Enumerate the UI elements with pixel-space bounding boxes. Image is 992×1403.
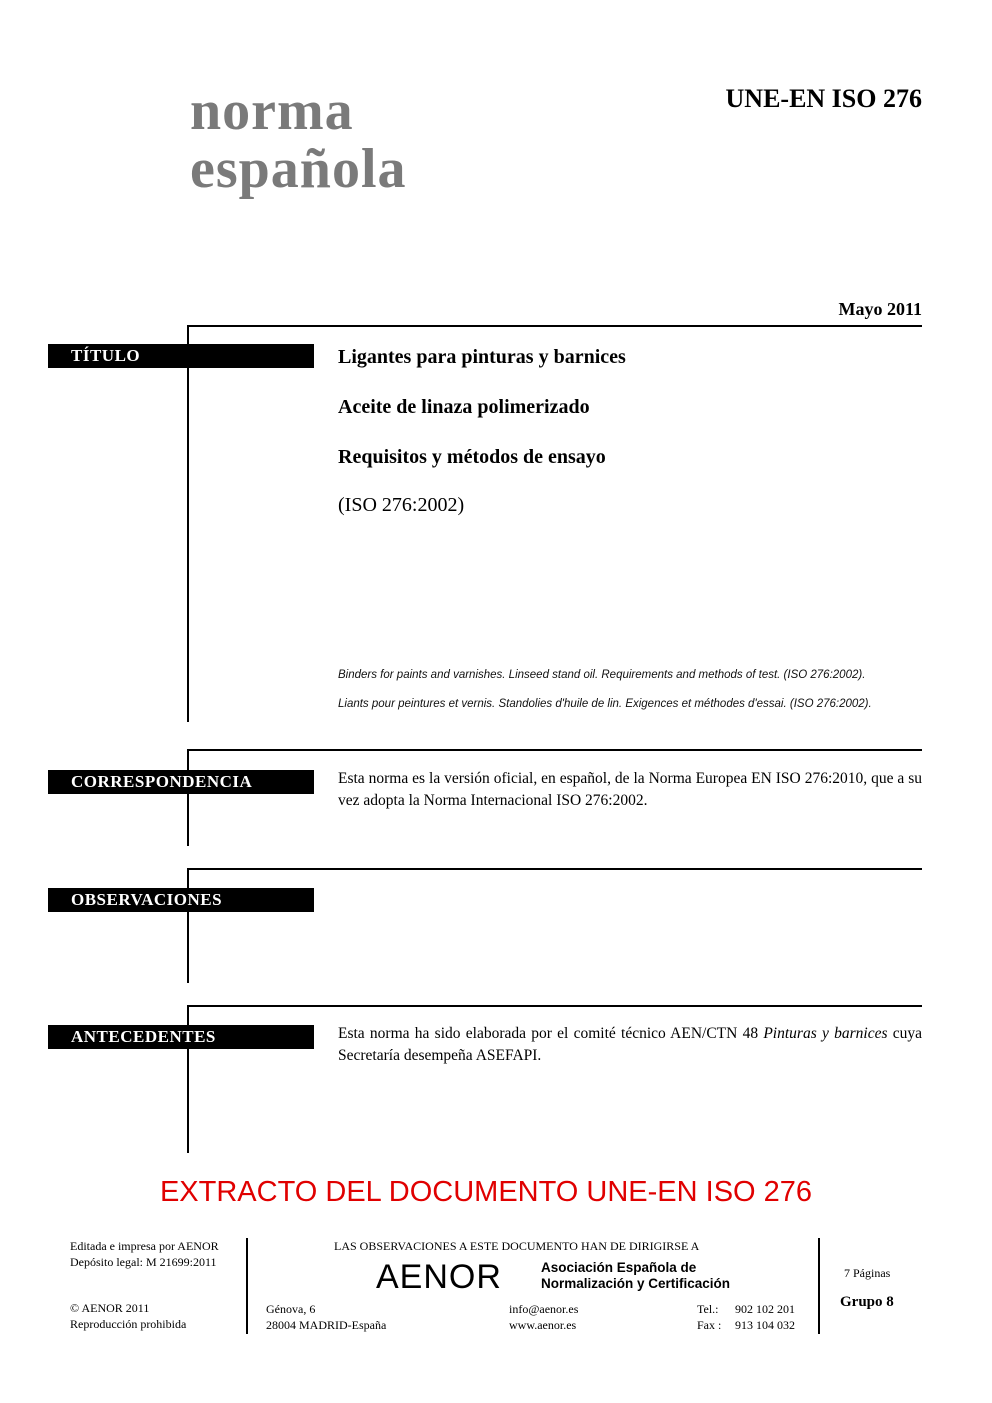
aenor-organization-name	[541, 1260, 730, 1292]
title-line-3: Requisitos y métodos de ensayo	[338, 446, 606, 468]
title-line-2: Aceite de linaza polimerizado	[338, 396, 590, 418]
edited-by: Editada e impresa por AENOR	[70, 1239, 219, 1253]
tel-number: 902 102 201	[735, 1302, 795, 1316]
extract-notice: EXTRACTO DEL DOCUMENTO UNE-EN ISO 276	[159, 1176, 813, 1208]
page-count: 7 Páginas	[844, 1266, 891, 1280]
copyright: © AENOR 2011	[70, 1301, 150, 1315]
section-vertical-rule	[187, 749, 189, 846]
publication-date: Mayo 2011	[838, 299, 922, 319]
org-line-1: Asociación Española de	[541, 1260, 697, 1275]
address-line-1: Génova, 6	[266, 1302, 316, 1316]
section-vertical-rule	[187, 868, 189, 983]
address-line-2: 28004 MADRID-España	[266, 1318, 387, 1332]
footer-address	[266, 1301, 386, 1333]
section-vertical-rule	[187, 325, 189, 722]
reproduction-notice: Reproducción prohibida	[70, 1317, 187, 1331]
section-label-observaciones: OBSERVACIONES	[48, 888, 314, 912]
footer-edition-info	[70, 1238, 219, 1270]
antecedentes-text-start: Esta norma ha sido elaborada por el comité técnico AEN/CTN 48	[338, 1025, 764, 1042]
antecedentes-text-end: cuya Secretaría desempeña ASEFAPI.	[338, 1025, 922, 1064]
correspondencia-text: Esta norma es la versión oficial, en español, de la Norma Europea EN ISO 276:2010, que a su vez adopta la Norma Internacional ISO 276:2002.	[338, 770, 922, 809]
standard-code: UNE-EN ISO 276	[725, 84, 922, 113]
tel-label: Tel.:	[697, 1302, 719, 1316]
fax-number: 913 104 032	[735, 1318, 795, 1332]
brand-line-1: norma	[190, 80, 354, 142]
footer-divider	[818, 1238, 820, 1334]
section-label-correspondencia: CORRESPONDENCIA	[48, 770, 314, 794]
footer-phone-numbers	[735, 1301, 795, 1333]
website-link[interactable]: www.aenor.es	[509, 1318, 577, 1332]
title-translation-en: Binders for paints and varnishes. Linseed stand oil. Requirements and methods of test. (ISO 276:2002).	[338, 669, 866, 681]
brand-line-2: española	[190, 138, 407, 200]
section-divider	[187, 868, 922, 870]
org-line-2: Normalización y Certificación	[541, 1276, 731, 1291]
brand-title	[190, 82, 407, 198]
section-label-antecedentes: ANTECEDENTES	[48, 1025, 314, 1049]
iso-reference: (ISO 276:2002)	[338, 494, 465, 516]
title-translation-fr: Liants pour peintures et vernis. Standolies d'huile de lin. Exigences et méthodes d'essai. (ISO 276:2002).	[338, 698, 872, 710]
price-group: Grupo 8	[840, 1294, 894, 1310]
footer-divider	[246, 1238, 248, 1334]
footer-copyright-info	[70, 1300, 186, 1332]
email-link[interactable]: info@aenor.es	[509, 1302, 579, 1316]
title-line-1: Ligantes para pinturas y barnices	[338, 346, 626, 368]
section-label-titulo: TÍTULO	[48, 344, 314, 368]
fax-label: Fax :	[697, 1318, 722, 1332]
section-divider	[187, 325, 922, 327]
footer-contact-online	[509, 1301, 578, 1333]
section-divider	[187, 749, 922, 751]
legal-deposit: Depósito legal: M 21699:2011	[70, 1255, 217, 1269]
section-divider	[187, 1005, 922, 1007]
committee-name: Pinturas y barnices	[763, 1025, 888, 1042]
observations-header: LAS OBSERVACIONES A ESTE DOCUMENTO HAN DE DIRIGIRSE A	[334, 1239, 700, 1253]
aenor-logo: AENOR	[376, 1258, 502, 1296]
antecedentes-text	[338, 1023, 922, 1067]
footer-phone-labels	[697, 1301, 721, 1333]
